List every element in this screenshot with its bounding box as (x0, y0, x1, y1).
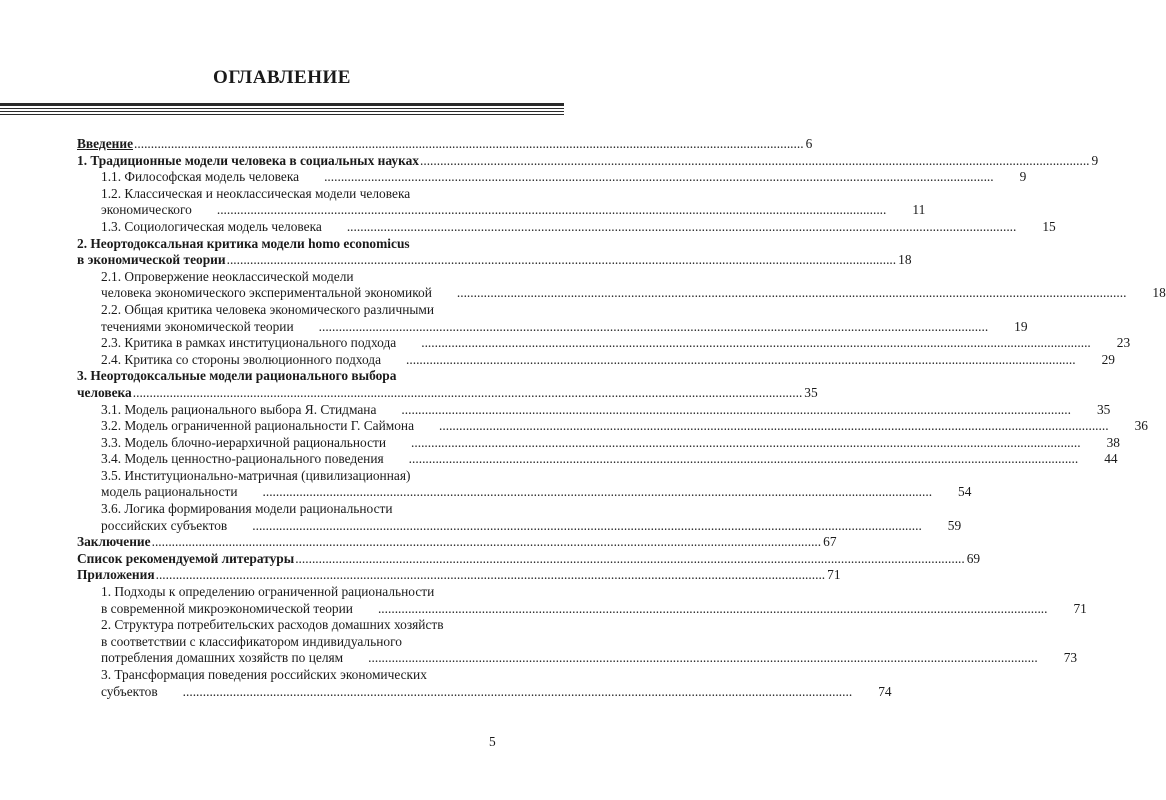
toc-entry-line (77, 384, 818, 402)
dot-leader (323, 219, 1017, 236)
rule-line (0, 111, 564, 112)
dot-leader (385, 451, 1079, 468)
dot-leader (382, 352, 1076, 369)
toc-entry-line (77, 550, 981, 568)
toc-entry-line (77, 517, 962, 535)
toc-page-number: 9 (1091, 152, 1099, 168)
toc-entry[interactable] (77, 335, 1131, 352)
toc-page-number: 38 (1106, 434, 1120, 450)
toc-entry-text: 3.5. Институционально-матричная (цивилизационная) (101, 467, 411, 483)
dot-leader (300, 169, 994, 186)
dot-leader (397, 335, 1091, 352)
toc-entry-title: Список рекомендуемой литературы (77, 550, 295, 566)
toc-entry-title: экономического (101, 202, 192, 218)
toc-entry[interactable] (77, 567, 841, 584)
toc-entry-line (77, 484, 972, 501)
toc-entry-text: 2.2. Общая критика человека экономического различными (101, 301, 434, 317)
toc-entry-text: 3. Трансформация поведения российских экономических (101, 667, 427, 682)
toc-page-number: 19 (1014, 318, 1028, 334)
toc-entry-title: 1. Традиционные модели человека в социальных науках (77, 152, 419, 168)
toc-page-number: 71 (1073, 600, 1087, 616)
dot-leader (295, 551, 965, 568)
dot-leader (377, 402, 1071, 419)
toc-entry-line (77, 418, 1148, 435)
toc-page-number: 44 (1104, 451, 1118, 467)
toc-entry-title: человека экономического экспериментальной экономикой (101, 285, 432, 301)
dot-leader (228, 518, 922, 535)
toc-entry-line (77, 152, 1099, 170)
toc-entry-line (77, 169, 1027, 186)
toc-entry[interactable] (77, 268, 1166, 302)
dot-leader (433, 285, 1127, 302)
toc-entry-title: Введение (77, 136, 134, 151)
toc-entry[interactable] (77, 418, 1148, 435)
toc-entry-title: 3.1. Модель рационального выбора Я. Стидмана (101, 401, 377, 417)
rule-line (0, 114, 564, 115)
toc-entry[interactable] (77, 667, 892, 700)
toc-entry[interactable] (77, 185, 926, 219)
toc-entry[interactable] (77, 501, 962, 534)
toc-entry-title: российских субъектов (101, 517, 228, 533)
toc-entry-line (77, 285, 1166, 302)
toc-page-number: 15 (1042, 218, 1056, 234)
toc-entry-title: потребления домашних хозяйств по целям (101, 650, 344, 666)
toc-entry-text: 1.2. Классическая и неоклассическая модели человека (101, 185, 411, 201)
toc-entry[interactable] (77, 351, 1115, 369)
toc-entry-line (77, 136, 813, 153)
toc-entry-line (77, 318, 1028, 336)
dot-leader (134, 136, 804, 153)
toc-page-number: 35 (804, 384, 818, 400)
toc-page-number: 18 (1152, 285, 1166, 301)
dot-leader (354, 601, 1048, 618)
toc-entry-title: модель рациональности (101, 484, 238, 500)
toc-entry-line (77, 335, 1131, 352)
toc-entry[interactable] (77, 301, 1028, 335)
toc-entry-title: 2.4. Критика со стороны эволюционного подхода (101, 351, 382, 367)
toc-page-number: 36 (1134, 418, 1148, 434)
toc-page-number: 74 (878, 683, 892, 699)
toc-entry[interactable] (77, 534, 837, 551)
toc-entry[interactable] (77, 152, 1099, 170)
page-title: ОГЛАВЛЕНИЕ (213, 67, 351, 88)
toc-entry-line (77, 351, 1115, 369)
dot-leader (227, 252, 897, 269)
dot-leader (295, 319, 989, 336)
dot-leader (387, 435, 1081, 452)
toc-entry-line (77, 683, 892, 701)
toc-entry[interactable] (77, 550, 981, 568)
toc-page-number: 23 (1116, 335, 1131, 351)
toc-entry[interactable] (77, 617, 1078, 667)
toc-page-number: 54 (958, 484, 972, 500)
toc-entry-title: 2.3. Критика в рамках институционального подхода (101, 335, 397, 351)
toc-page-number: 6 (805, 136, 813, 151)
toc-entry-title: 1.3. Социологическая модель человека (101, 218, 322, 234)
toc-entry-line (77, 202, 926, 219)
toc-entry[interactable] (77, 467, 972, 501)
toc-entry-line (77, 401, 1111, 419)
toc-entry-title: 1.1. Философская модель человека (101, 169, 300, 185)
toc-page-number: 35 (1096, 401, 1111, 417)
toc-page-number: 59 (947, 517, 962, 533)
toc-entry-line (77, 650, 1078, 667)
toc-entry-text: 2. Неортодоксальная критика модели homo economicus (77, 235, 410, 251)
toc-entry-text: 2.1. Опровержение неоклассической модели (101, 268, 354, 284)
toc-entry-title: Приложения (77, 567, 155, 583)
toc-entry[interactable] (77, 136, 813, 153)
title-rule (0, 103, 564, 117)
dot-leader (159, 684, 853, 701)
dot-leader (344, 650, 1038, 667)
toc-entry-text: 2. Структура потребительских расходов домашних хозяйств (101, 617, 444, 633)
toc-entry-line (77, 534, 837, 551)
toc-entry-title: субъектов (101, 683, 158, 699)
toc-page-number: 11 (912, 202, 926, 218)
toc-entry[interactable] (77, 218, 1056, 236)
toc-entry[interactable] (77, 235, 912, 269)
toc-entry-title: в экономической теории (77, 252, 226, 268)
toc-entry[interactable] (77, 401, 1111, 419)
toc-entry-title: в современной микроэкономической теории (101, 600, 353, 616)
table-of-contents (77, 136, 1166, 700)
toc-entry-line (77, 252, 912, 269)
toc-entry-title: 3.2. Модель ограниченной рациональности Г. Саймона (101, 418, 415, 434)
toc-entry[interactable] (77, 169, 1027, 186)
toc-page-number: 18 (898, 252, 912, 268)
toc-entry-line (77, 600, 1087, 618)
toc-entry[interactable] (77, 368, 818, 401)
toc-entry-text: в соответствии с классификатором индивидуального (101, 633, 402, 649)
dot-leader (133, 385, 803, 402)
dot-leader (239, 484, 933, 501)
toc-page-number: 69 (966, 550, 981, 566)
toc-page-number: 9 (1019, 169, 1027, 185)
dot-leader (193, 202, 887, 219)
dot-leader (420, 153, 1090, 170)
toc-entry[interactable] (77, 451, 1118, 468)
toc-entry-text: 3.6. Логика формирования модели рациональности (101, 501, 393, 517)
toc-entry-text: 3. Неортодоксальные модели рационального выбора (77, 368, 397, 384)
dot-leader (152, 534, 822, 551)
toc-entry-title: Заключение (77, 534, 151, 550)
toc-entry[interactable] (77, 584, 1087, 617)
rule-line (0, 103, 564, 106)
page-number: 5 (489, 734, 496, 749)
toc-entry-title: 3.3. Модель блочно-иерархичной рациональности (101, 434, 387, 450)
toc-entry-text: 1. Подходы к определению ограниченной рациональности (101, 584, 435, 600)
toc-page-number: 67 (823, 534, 837, 550)
toc-entry-line (77, 451, 1118, 468)
toc-entry-line (77, 218, 1056, 236)
toc-page-number: 29 (1101, 351, 1115, 367)
toc-entry-title: 3.4. Модель ценностно-рационального поведения (101, 451, 384, 467)
toc-entry-title: человека (77, 384, 132, 400)
toc-page-number: 73 (1063, 650, 1078, 666)
toc-entry-title: течениями экономической теории (101, 318, 294, 334)
toc-page-number: 71 (827, 567, 841, 583)
toc-entry-line (77, 434, 1120, 452)
dot-leader (415, 418, 1109, 435)
rule-line (0, 108, 564, 109)
toc-entry-line (77, 567, 841, 584)
dot-leader (156, 567, 826, 584)
toc-entry[interactable] (77, 434, 1120, 452)
